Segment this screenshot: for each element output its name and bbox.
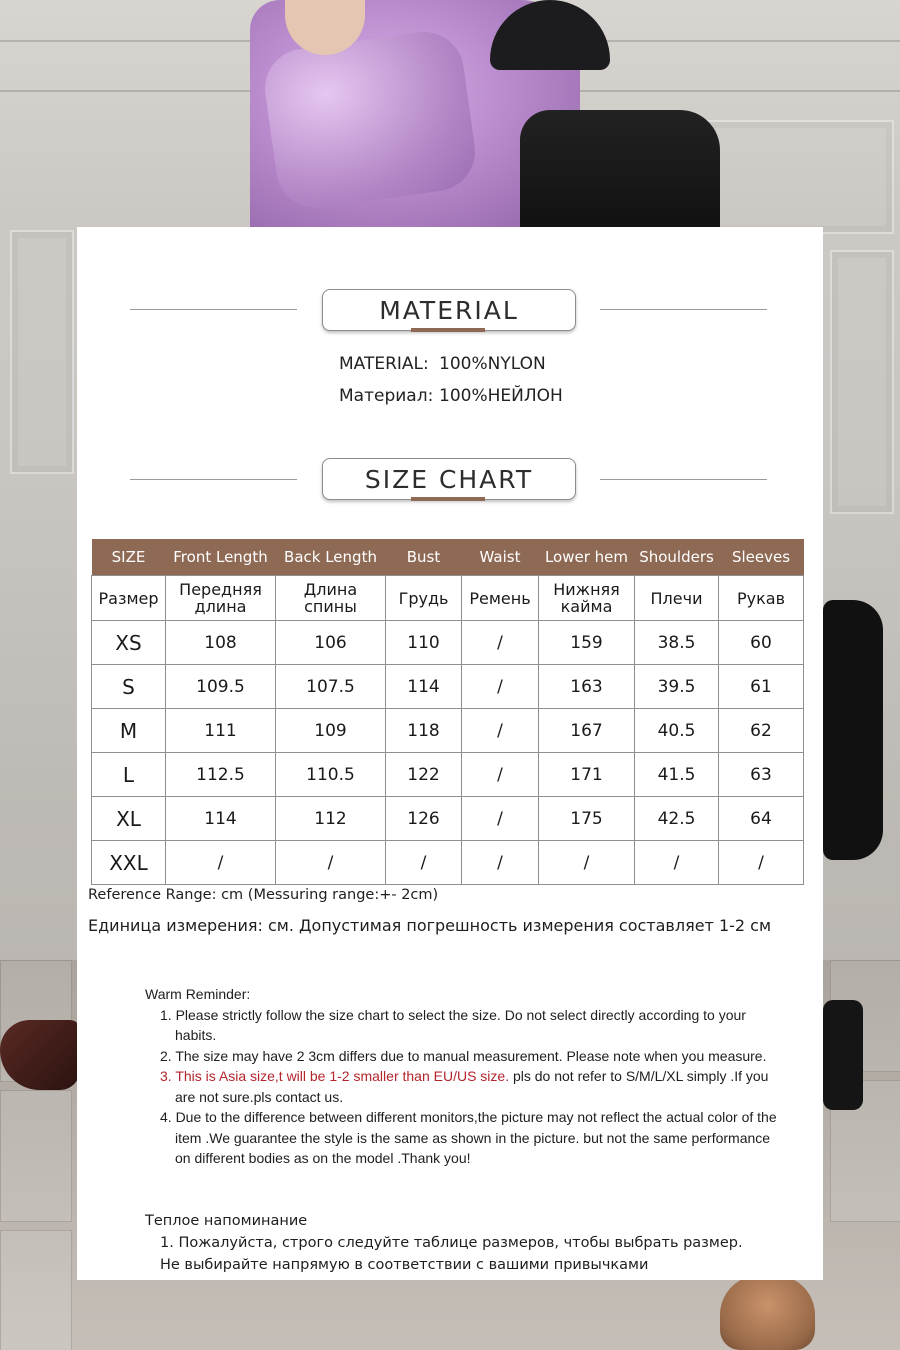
measurement-cell: / <box>462 665 539 709</box>
material-value: 100%NYLON <box>439 354 546 374</box>
measurement-cell: 60 <box>719 621 804 665</box>
column-header: Shoulders <box>635 539 719 576</box>
size-row <box>92 753 804 797</box>
header-row-en <box>92 539 804 576</box>
size-row <box>92 841 804 885</box>
measurement-cell: / <box>462 709 539 753</box>
column-header: SIZE <box>92 539 166 576</box>
black-boot <box>823 1000 863 1110</box>
measurement-cell: 110 <box>386 621 462 665</box>
column-header-ru: Ремень <box>462 576 539 621</box>
measurement-cell: 109 <box>276 709 386 753</box>
size-label-cell: XXL <box>92 841 166 885</box>
measurement-cell: / <box>539 841 635 885</box>
warm-reminder-en <box>145 984 785 1169</box>
measurement-cell: 63 <box>719 753 804 797</box>
column-header-ru: Грудь <box>386 576 462 621</box>
measurement-cell: / <box>276 841 386 885</box>
black-coat-edge <box>823 600 883 860</box>
size-label-cell: M <box>92 709 166 753</box>
size-label-cell: L <box>92 753 166 797</box>
column-header-ru: Плечи <box>635 576 719 621</box>
material-line-ru <box>339 386 563 406</box>
warm-reminder-ru <box>145 1210 805 1276</box>
measurement-cell: 112 <box>276 797 386 841</box>
heading-underline <box>411 497 485 501</box>
column-header-ru: Нижняя кайма <box>539 576 635 621</box>
measurement-cell: 171 <box>539 753 635 797</box>
size-row <box>92 709 804 753</box>
measurement-cell: 106 <box>276 621 386 665</box>
divider-line <box>130 479 297 480</box>
measurement-cell: 118 <box>386 709 462 753</box>
column-header-ru: Длина спины <box>276 576 386 621</box>
heading-underline <box>411 328 485 332</box>
divider-line <box>600 309 767 310</box>
column-header-ru: Передняя длина <box>166 576 276 621</box>
material-heading: MATERIAL <box>322 289 576 331</box>
measurement-cell: 39.5 <box>635 665 719 709</box>
asia-size-warning: 3. This is Asia size,t will be 1-2 smaller than EU/US size. <box>160 1068 510 1084</box>
reminder-title: Warm Reminder: <box>145 986 251 1002</box>
measurement-cell: 62 <box>719 709 804 753</box>
measurement-cell: / <box>462 753 539 797</box>
measurement-cell: 163 <box>539 665 635 709</box>
material-line-en <box>339 354 546 374</box>
reminder-item: 1. Please strictly follow the size chart to select the size. Do not select directly according to your habits. <box>160 1006 746 1043</box>
measurement-cell: 110.5 <box>276 753 386 797</box>
measurement-cell: 126 <box>386 797 462 841</box>
header-row-ru <box>92 576 804 621</box>
size-chart-heading: SIZE CHART <box>322 458 576 500</box>
measurement-cell: 114 <box>386 665 462 709</box>
puffer-hood <box>260 27 480 213</box>
column-header: Waist <box>462 539 539 576</box>
column-header: Lower hem <box>539 539 635 576</box>
reminder-item-ru-cont: Не выбирайте напрямую в соответствии с вашими привычками <box>160 1257 649 1273</box>
measurement-cell: 159 <box>539 621 635 665</box>
measurement-cell: 108 <box>166 621 276 665</box>
column-header: Bust <box>386 539 462 576</box>
measurement-cell: 167 <box>539 709 635 753</box>
measurement-cell: 64 <box>719 797 804 841</box>
reminder-item-rest: pls do not refer to S/M/L/XL simply .If you are not sure.pls contact us. <box>175 1068 769 1105</box>
measurement-cell: 61 <box>719 665 804 709</box>
measurement-cell: 40.5 <box>635 709 719 753</box>
measurement-cell: 122 <box>386 753 462 797</box>
size-row <box>92 797 804 841</box>
material-label: Материал: <box>339 386 434 406</box>
reminder-item-ru: 1. Пожалуйста, строго следуйте таблице размеров, чтобы выбрать размер. <box>160 1235 743 1251</box>
reminder-item: 2. The size may have 2 3cm differs due to manual measurement. Please note when you measure. <box>160 1047 767 1064</box>
size-label-cell: XS <box>92 621 166 665</box>
divider-line <box>130 309 297 310</box>
column-header: Front Length <box>166 539 276 576</box>
column-header-ru: Рукав <box>719 576 804 621</box>
size-label-cell: S <box>92 665 166 709</box>
brown-boot <box>0 1020 80 1090</box>
measurement-cell: 111 <box>166 709 276 753</box>
measurement-note-ru: Единица измерения: см. Допустимая погрешность измерения составляет 1-2 см <box>88 916 772 935</box>
reminder-item: 4. Due to the difference between different monitors,the picture may not reflect the actual color of the item .We guarantee the style is the same as shown in the picture. but not the same performance on different bodies as on the model .Thank you! <box>160 1109 777 1166</box>
measurement-cell: 114 <box>166 797 276 841</box>
measurement-cell: 112.5 <box>166 753 276 797</box>
wall-panel <box>700 120 894 234</box>
column-header: Back Length <box>276 539 386 576</box>
reminder-item <box>145 1066 785 1107</box>
wall-panel <box>830 250 894 514</box>
measurement-cell: / <box>462 797 539 841</box>
material-label: MATERIAL: <box>339 354 429 374</box>
wall-panel <box>10 230 74 474</box>
measurement-cell: 107.5 <box>276 665 386 709</box>
measurement-cell: / <box>462 621 539 665</box>
measurement-cell: / <box>635 841 719 885</box>
divider-line <box>600 479 767 480</box>
column-header-ru: Размер <box>92 576 166 621</box>
size-row <box>92 665 804 709</box>
measurement-cell: / <box>166 841 276 885</box>
measurement-cell: 109.5 <box>166 665 276 709</box>
measurement-cell: / <box>462 841 539 885</box>
column-header: Sleeves <box>719 539 804 576</box>
reference-range-note: Reference Range: cm (Messuring range:+- 2cm) <box>88 887 439 903</box>
product-info-card <box>77 227 823 1280</box>
measurement-cell: / <box>719 841 804 885</box>
size-row <box>92 621 804 665</box>
black-puffer-jacket <box>520 110 720 230</box>
material-value: 100%НЕЙЛОН <box>439 386 563 406</box>
measurement-cell: 175 <box>539 797 635 841</box>
reminder-title-ru: Теплое напоминание <box>145 1213 308 1229</box>
measurement-cell: 41.5 <box>635 753 719 797</box>
size-chart-table <box>91 539 804 885</box>
measurement-cell: 42.5 <box>635 797 719 841</box>
measurement-cell: 38.5 <box>635 621 719 665</box>
size-label-cell: XL <box>92 797 166 841</box>
fur-slipper <box>720 1275 815 1350</box>
measurement-cell: / <box>386 841 462 885</box>
